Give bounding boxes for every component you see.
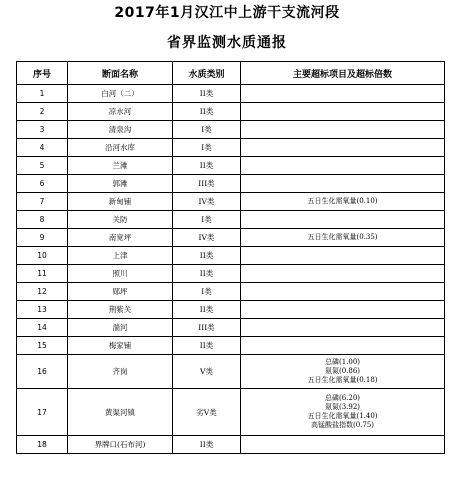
- header-section-name: 断面名称: [68, 62, 173, 85]
- cell-water-quality-class: II类: [173, 436, 241, 454]
- cell-exceedance-items: [241, 283, 445, 301]
- cell-section-name: 凉水河: [68, 103, 173, 121]
- cell-serial-number: 16: [17, 355, 68, 389]
- cell-section-name: 郧坪: [68, 283, 173, 301]
- cell-section-name: 上津: [68, 247, 173, 265]
- cell-exceedance-items: [241, 157, 445, 175]
- cell-exceedance-items: [241, 175, 445, 193]
- cell-exceedance-items: [241, 211, 445, 229]
- cell-water-quality-class: IV类: [173, 193, 241, 211]
- cell-serial-number: 2: [17, 103, 68, 121]
- cell-water-quality-class: II类: [173, 265, 241, 283]
- table-row: [17, 301, 445, 319]
- cell-water-quality-class: II类: [173, 337, 241, 355]
- cell-section-name: 关防: [68, 211, 173, 229]
- exceedance-item: 五日生化需氧量(0.18): [307, 376, 378, 384]
- cell-water-quality-class: II类: [173, 103, 241, 121]
- cell-water-quality-class: I类: [173, 121, 241, 139]
- cell-exceedance-items: [241, 193, 445, 211]
- cell-section-name: 荆紫关: [68, 301, 173, 319]
- table-row: [17, 211, 445, 229]
- cell-section-name: 清泉沟: [68, 121, 173, 139]
- cell-exceedance-items: [241, 121, 445, 139]
- exceedance-item: 五日生化需氧量(1.40): [307, 412, 378, 420]
- exceedance-item: 五日生化需氧量(0.10): [307, 197, 378, 205]
- cell-exceedance-items: [241, 85, 445, 103]
- cell-section-name: 南宽坪: [68, 229, 173, 247]
- header-exceedance-items: 主要超标项目及超标倍数: [241, 62, 445, 85]
- table-row: [17, 265, 445, 283]
- cell-serial-number: 11: [17, 265, 68, 283]
- cell-exceedance-items: [241, 337, 445, 355]
- table-row: [17, 85, 445, 103]
- cell-water-quality-class: I类: [173, 211, 241, 229]
- table-row: [17, 436, 445, 454]
- table-row: [17, 229, 445, 247]
- exceedance-item: 总磷(6.20): [324, 394, 361, 402]
- cell-water-quality-class: 劣V类: [173, 389, 241, 436]
- cell-section-name: 梅家铺: [68, 337, 173, 355]
- cell-exceedance-items: [241, 103, 445, 121]
- cell-section-name: 照川: [68, 265, 173, 283]
- cell-serial-number: 9: [17, 229, 68, 247]
- cell-water-quality-class: II类: [173, 157, 241, 175]
- cell-section-name: 齐岗: [68, 355, 173, 389]
- exceedance-item: 高锰酸盐指数(0.75): [310, 421, 375, 429]
- table-header-row: [17, 62, 445, 85]
- table-row: [17, 283, 445, 301]
- cell-water-quality-class: III类: [173, 175, 241, 193]
- cell-exceedance-items: [241, 139, 445, 157]
- cell-exceedance-items: [241, 389, 445, 436]
- exceedance-item: 五日生化需氧量(0.35): [307, 233, 378, 241]
- cell-section-name: 新甸铺: [68, 193, 173, 211]
- table-row: [17, 103, 445, 121]
- exceedance-item: 氨氮(0.86): [324, 367, 361, 375]
- report-title-line1: 2017年1月汉江中上游干支流河段: [114, 5, 340, 21]
- cell-section-name: 黄渠河镇: [68, 389, 173, 436]
- table-row: [17, 175, 445, 193]
- cell-serial-number: 10: [17, 247, 68, 265]
- cell-water-quality-class: V类: [173, 355, 241, 389]
- table-row: [17, 337, 445, 355]
- water-quality-table: [16, 61, 445, 454]
- table-row: [17, 121, 445, 139]
- table-row: [17, 247, 445, 265]
- cell-water-quality-class: IV类: [173, 229, 241, 247]
- cell-section-name: 郭滩: [68, 175, 173, 193]
- header-serial-number: 序号: [17, 62, 68, 85]
- cell-section-name: 兰滩: [68, 157, 173, 175]
- cell-water-quality-class: I类: [173, 283, 241, 301]
- table-row: [17, 139, 445, 157]
- cell-exceedance-items: [241, 319, 445, 337]
- report-title-line2: 省界监测水质通报: [167, 35, 287, 51]
- cell-section-name: 界牌口(石布河): [68, 436, 173, 454]
- cell-serial-number: 3: [17, 121, 68, 139]
- cell-serial-number: 7: [17, 193, 68, 211]
- cell-exceedance-items: [241, 229, 445, 247]
- cell-exceedance-items: [241, 247, 445, 265]
- cell-serial-number: 17: [17, 389, 68, 436]
- cell-serial-number: 4: [17, 139, 68, 157]
- cell-exceedance-items: [241, 265, 445, 283]
- table-row: [17, 355, 445, 389]
- cell-section-name: 沿河水库: [68, 139, 173, 157]
- exceedance-item: 总磷(1.00): [324, 358, 361, 366]
- cell-serial-number: 14: [17, 319, 68, 337]
- cell-serial-number: 6: [17, 175, 68, 193]
- cell-water-quality-class: II类: [173, 301, 241, 319]
- header-water-quality-class: 水质类别: [173, 62, 241, 85]
- cell-serial-number: 18: [17, 436, 68, 454]
- table-row: [17, 389, 445, 436]
- table-row: [17, 193, 445, 211]
- cell-serial-number: 15: [17, 337, 68, 355]
- cell-serial-number: 8: [17, 211, 68, 229]
- cell-water-quality-class: III类: [173, 319, 241, 337]
- cell-serial-number: 1: [17, 85, 68, 103]
- cell-serial-number: 13: [17, 301, 68, 319]
- cell-water-quality-class: II类: [173, 247, 241, 265]
- table-row: [17, 319, 445, 337]
- cell-section-name: 白河（二）: [68, 85, 173, 103]
- cell-water-quality-class: I类: [173, 139, 241, 157]
- cell-exceedance-items: [241, 436, 445, 454]
- table-body: [17, 85, 445, 454]
- cell-water-quality-class: II类: [173, 85, 241, 103]
- cell-section-name: 湍河: [68, 319, 173, 337]
- exceedance-item: 氨氮(3.92): [324, 403, 361, 411]
- cell-exceedance-items: [241, 355, 445, 389]
- cell-exceedance-items: [241, 301, 445, 319]
- cell-serial-number: 5: [17, 157, 68, 175]
- cell-serial-number: 12: [17, 283, 68, 301]
- table-row: [17, 157, 445, 175]
